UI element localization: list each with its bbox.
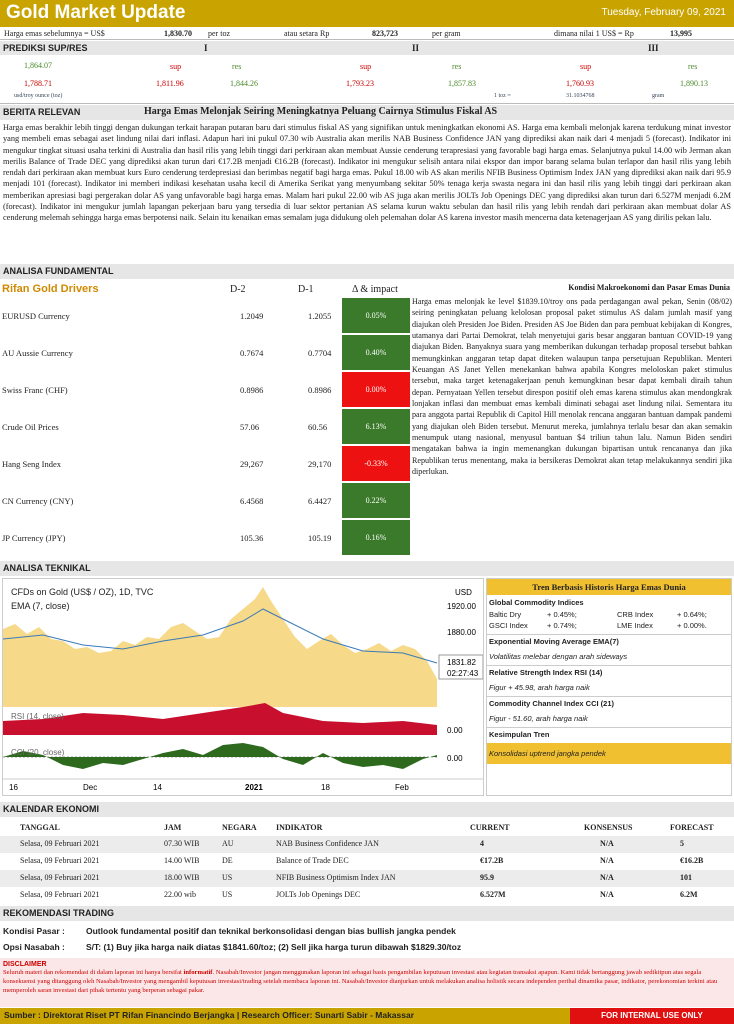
rekomendasi-header [0,906,734,921]
gci-name: GSCI Index [489,621,528,630]
sup-2: 1,793.23 [346,79,374,88]
driver-d2: 29,267 [240,459,264,469]
idr-unit: per gram [432,29,461,38]
kalender-cell: 101 [680,873,692,882]
driver-row [2,408,410,444]
chart-title: CFDs on Gold (US$ / OZ), 1D, TVC [11,587,154,597]
price-chart [2,578,484,796]
driver-name: Hang Seng Index [2,459,62,469]
rsi-label: RSI (14, close) [11,712,64,721]
berita-label: BERITA RELEVAN [3,107,81,117]
toz-unit: gram [652,93,665,99]
timer: 02:27:43 [447,669,479,678]
kalender-row [0,870,734,887]
footer [0,1008,734,1024]
kalender-cell: AU [222,839,234,848]
kalender-cell: NAB Business Confidence JAN [276,839,379,848]
kalender-col-header: NEGARA [222,823,257,832]
driver-d2: 57.06 [240,422,260,432]
y-tick-2: 1880.00 [447,628,476,637]
idr-label: atau setara Rp [284,29,330,38]
kalender-cell: N/A [600,890,614,899]
berita-body: Harga emas berakhir lebih tinggi dengan dukungan terkait harapan putaran baru dari stimulus fiskal AS yang signifikan untuk meningkatkan ekonomi AS. Harga ema kembali melonjak karena terdukung minat investor yang membeli emas sebagai aset lindung nilai dari inflasi. Adapun hari ini pukul 07.30 wib Australia akan merilis NAB Business Confidence JAN yang diprediksi akan naik dari 4 menjadi 5 (forecast). Indikator ini mengukur tingkat situasi usaha terkini di Australia dan hasil rilis yang lebih tinggi dari perkiraan akan membuat Aussie cenderung terapresiasi yang favorable bagi harga emas. Selanjutnya pukul 14.00 wib Jerman akan merilis Balance of Trade DEC yang diprediksi akan turun dari €17.2B menjadi €16.2B (forecast). Indikator ini mengukur selisih antara nilai ekspor dan impor barang selama bulan terlapor dan hasil rilis yang lebih rendah dari perkiraan akan membuat kurs Euro cenderung terdepresiasi dan berimbas negatif bagi harga emas. Pukul 18.00 wib AS akan merilis NFIB Business Optimism Index JAN yang diprediksi akan naik dari 95.9 menjadi 101 (forecast). Indikator ini memberi indikasi kesehatan usaha kecil di Amerika Serikat yang menyumbang sekitar 50% tenaga kerja swasta negara ini dan hasil rilis yang lebih tinggi dari perkiraan akan memberikan apresiasi bagi pergerakan dolar AS yang unfavorable bagi harga emas. Malam hari pukul 22.00 wib AS juga akan merilis JOLTs Job Openings DEC yang diprediksi akan turun dari 6.527M menjadi 6.2M (forecast). Indikator ini mengukur jumlah lapangan pekerjaan baru yang tersedia di luar sektor pertanian AS selama kurun waktu sebulan dan hasil rilis yang lebih rendah dari perkiraan akan membuat dolar AS cenderung melemah sehingga harga emas berpotensi naik. Selain itu kenaikan emas semalam juga didukung oleh pelemahan dolar AS karena investor masih mencerna data ketenagerjaan AS yang dirilis pekan lalu. [3,123,731,223]
rate-value: 13,995 [670,29,692,38]
berita-headline: Harga Emas Melonjak Seiring Meningkatnya Peluang Cairnya Stimulus Fiskal AS [144,106,498,117]
kalender-cell: €17.2B [480,856,504,865]
driver-name: AU Aussie Currency [2,348,73,358]
x-tick-2: Dec [83,783,98,792]
kesimpulan-title: Kesimpulan Tren [487,727,731,741]
gci-name: Baltic Dry [489,610,522,619]
res-2: 1,857.83 [448,79,476,88]
x-tick-3: 14 [153,783,162,792]
ema-text: Volatilitas melebar dengan arah sideways [489,652,628,661]
kalender-cell: Balance of Trade DEC [276,856,349,865]
pred-bottom: 1,788.71 [24,79,52,88]
driver-impact: 6.13% [342,409,410,444]
driver-d2: 6.4568 [240,496,264,506]
prev-price-label: Harga emas sebelumnya = US$ [4,29,105,38]
kalender-row [0,887,734,904]
ema-title: Exponential Moving Average EMA(7) [487,634,731,648]
driver-name: Swiss Franc (CHF) [2,385,68,395]
res-label-1: res [232,62,242,71]
cci-text: Figur - 51.60, arah harga naik [489,714,588,723]
rate-label: dimana nilai 1 US$ = Rp [554,29,634,38]
prev-price-idr: 823,723 [372,29,398,38]
tren-title: Tren Berbasis Historis Harga Emas Dunia [487,579,731,595]
kalender-col-header: JAM [164,823,182,832]
kalender-cell: 18.00 WIB [164,873,200,882]
rekomendasi-label: REKOMENDASI TRADING [3,908,115,918]
kalender-cell: Selasa, 09 Februari 2021 [20,839,100,848]
kalender-cell: Selasa, 09 Februari 2021 [20,856,100,865]
res-1: 1,844.26 [230,79,258,88]
disclaimer-bold: informatif [183,969,213,976]
driver-d2: 1.2049 [240,311,264,321]
col-impact: Δ & impact [352,284,398,295]
driver-d1: 0.7704 [308,348,332,358]
kalender-cell: €16.2B [680,856,704,865]
kalender-cell: 6.2M [680,890,698,899]
teknikal-label: ANALISA TEKNIKAL [3,563,91,573]
footer-source: Sumber : Direktorat Riset PT Rifan Financindo Berjangka | Research Officer: Sunarti Sabir - Makassar [4,1010,415,1020]
kalender-cell: US [222,890,233,899]
driver-row [2,371,410,407]
driver-d1: 0.8986 [308,385,332,395]
drivers-title: Rifan Gold Drivers [2,283,99,295]
chart-svg [3,579,483,795]
sup-label-3: sup [580,62,592,71]
prediksi-title: PREDIKSI SUP/RES [3,43,88,53]
kalender-col-header: INDIKATOR [276,823,323,832]
gci-val: + 0.64%; [677,610,707,619]
res-3: 1,890.13 [680,79,708,88]
prediksi-header [0,41,734,55]
col-d1: D-1 [298,284,314,295]
driver-impact: -0.33% [342,446,410,481]
driver-d1: 105.19 [308,533,332,543]
teknikal-header [0,561,734,576]
pred-unit: usd/troy ounce (toz) [14,93,63,99]
kalender-cell: 22.00 wib [164,890,196,899]
kalender-cell: 14.00 WIB [164,856,200,865]
gci-val: + 0.00%. [677,621,707,630]
kalender-cell: 4 [480,839,484,848]
driver-name: Crude Oil Prices [2,422,59,432]
kalender-col-header: CURRENT [470,823,510,832]
prev-price-unit: per toz [208,29,230,38]
kalender-col-header: KONSENSUS [584,823,633,832]
chart-ema: EMA (7, close) [11,601,70,611]
gci-val: + 0.45%; [547,610,577,619]
col-d2: D-2 [230,284,246,295]
kalender-cell: N/A [600,839,614,848]
rsi-text: Figur + 45.98, arah harga naik [489,683,590,692]
driver-row [2,519,410,555]
col-ii: II [412,43,420,53]
driver-impact: 0.40% [342,335,410,370]
driver-d1: 1.2055 [308,311,332,321]
kesimpulan-text: Konsolidasi uptrend jangka pendek [487,743,731,764]
zero-2: 0.00 [447,754,463,763]
disclaimer-title: DISCLAIMER [3,961,47,968]
driver-d2: 105.36 [240,533,264,543]
kalender-cell: 95.9 [480,873,494,882]
sup-label-1: sup [170,62,182,71]
kalender-label: KALENDAR EKONOMI [3,804,99,814]
gci-values [487,610,731,634]
fundamental-label: ANALISA FUNDAMENTAL [3,266,114,276]
kalender-cell: Selasa, 09 Februari 2021 [20,873,100,882]
drivers-table [2,283,410,561]
gci-name: LME Index [617,621,653,630]
opsi-nasabah-label: Opsi Nasabah : [3,942,65,952]
rekomendasi-body [0,924,734,956]
driver-name: EURUSD Currency [2,311,70,321]
kalender-col-header: TANGGAL [20,823,60,832]
kalender-row [0,836,734,853]
kalender-header [0,802,734,817]
kalender-cell: N/A [600,856,614,865]
y-tick-1: 1920.00 [447,602,476,611]
pred-top: 1,864.07 [24,61,52,70]
driver-row [2,297,410,333]
kalender-table [0,820,734,904]
cci-title: Commodity Channel Index CCI (21) [487,696,731,710]
driver-impact: 0.00% [342,372,410,407]
kondisi-pasar-text: Outlook fundamental positif dan teknikal berkonsolidasi dengan bias bullish jangka pendek [86,926,456,936]
kalender-cell: 07.30 WIB [164,839,200,848]
opsi-nasabah-text: S/T: (1) Buy jika harga naik diatas $1841.60/toz; (2) Sell jika harga turun dibawah $1829.30/toz [86,942,462,952]
disclaimer-part: . Nasabah/Investor jangan menggunakan laporan ini sebagai basis pengambilan keputusan investasi atau kegiatan transaksi apapun. Kami tidak bertanggung jawab sedikitpun atas segala konsekuensi yang ditanggung oleh Nasabah/Investor yang mengambil keputusan investasi/trading setelah membaca laporan ini. Nasabah/Investor dianjurkan untuk melakukan analisa holistik secara independen perihal dinamika pasar, indikator, perekonomian terkini atau memperoleh saran investasi dari pihak tertentu yang berperan sebagai pakar. [3,969,718,994]
report-date: Tuesday, February 09, 2021 [601,7,726,18]
last-price: 1831.82 [447,658,476,667]
kondisi-pasar-label: Kondisi Pasar : [3,926,65,936]
rsi-title: Relative Strength Index RSI (14) [487,665,731,679]
fundamental-header [0,264,734,279]
gci-val: + 0.74%; [547,621,577,630]
kondisi-body: Harga emas melonjak ke level $1839.10/troy ons pada perdagangan awal pekan, Senin (08/02) seiring peningkatan peluang kelolosan proposal paket stimulus AS dalam jumlah masif yang diajukan oleh Presiden Joe Biden. Presiden AS Joe Biden dan para pembuat kebijakan di Kongres, utamanya dari Partai Demokrat, telah menyetujui garis besar anggaran bantuan COVID-19 yang diajukan Biden. Banyaknya suara yang memberikan dukungan terhadap proposal tersebut bahkan memungkinkan anggaran tetap dapat diteken walaupun tanpa persetujuan Republikan. Menteri Keuangan AS Janet Yellen menekankan bahwa apabila Kongres meloloskan paket stimulus tersebut, maka target ketenagakerjaan penuh kemungkinan besar dapat kembali diraih tahun depan. Pernyataan Yellen tersebut direspon positif oleh emas karena stimulus akan mendongkrak lonjakan inflasi dan membuat emas kembali diminati sebagai aset lindung nilai. Sementara itu para anggota partai Republik di Capitol Hill menolak rencana anggaran bantuan dampak pandemi yang diajukan oleh Biden tersebut. Menurut mereka, jumlahnya terlalu besar dan akan semakin menumpuk utang nasional, menyusul bantuan $4 triliun tahun lalu. Namun Biden sendiri mengatakan bahwa ia ingin memenangkan dukungan bipartisan untuk rencananya dan jika Republikan terus menentang, maka ia bersikeras Demokrat akan tetap melakukannya sendiri jika diperlukan. [412,297,732,477]
driver-row [2,482,410,518]
cci-label: CCI (20, close) [11,748,65,757]
x-tick-6: Feb [395,783,409,792]
kalender-row [0,853,734,870]
driver-d1: 29,170 [308,459,332,469]
sup-1: 1,811.96 [156,79,184,88]
res-label-3: res [688,62,698,71]
zero-1: 0.00 [447,726,463,735]
chart-usd: USD [455,588,472,597]
kondisi-title: Kondisi Makroekonomi dan Pasar Emas Dunia [568,283,730,292]
kalender-cell: DE [222,856,233,865]
tren-panel [486,578,732,796]
kalender-cell: 5 [680,839,684,848]
x-tick-5: 18 [321,783,330,792]
kalender-cell: Selasa, 09 Februari 2021 [20,890,100,899]
driver-name: JP Currency (JPY) [2,533,66,543]
driver-d2: 0.8986 [240,385,264,395]
driver-impact: 0.22% [342,483,410,518]
kalender-cell: NFIB Business Optimism Index JAN [276,873,396,882]
toz-label: 1 toz = [494,93,511,99]
driver-name: CN Currency (CNY) [2,496,74,506]
price-line [0,27,734,40]
sup-3: 1,760.93 [566,79,594,88]
driver-row [2,334,410,370]
x-tick-1: 16 [9,783,18,792]
gci-name: CRB Index [617,610,654,619]
kalender-cell: 6.527M [480,890,506,899]
driver-impact: 0.05% [342,298,410,333]
kalender-cell: N/A [600,873,614,882]
disclaimer-text [3,968,731,995]
berita-header [0,105,734,120]
driver-d1: 60.56 [308,422,328,432]
kalender-col-header: FORECAST [670,823,714,832]
col-iii: III [648,43,659,53]
disclaimer-box [0,958,734,1007]
driver-row [2,445,410,481]
prev-price-usd: 1,830.70 [164,29,192,38]
internal-badge: FOR INTERNAL USE ONLY [570,1008,734,1024]
page-title: Gold Market Update [6,2,186,23]
x-tick-4: 2021 [245,783,263,792]
toz-value: 31.1034768 [566,93,595,99]
kalender-cell: US [222,873,233,882]
prediksi-body [0,56,734,104]
col-i: I [204,43,208,53]
kondisi-panel [412,283,732,561]
disclaimer-part: Seluruh materi dan rekomendasi di dalam laporan ini hanya bersifat [3,969,184,976]
kalender-cell: JOLTs Job Openings DEC [276,890,361,899]
header-bar [0,0,734,27]
driver-impact: 0.16% [342,520,410,555]
driver-d2: 0.7674 [240,348,264,358]
res-label-2: res [452,62,462,71]
driver-d1: 6.4427 [308,496,332,506]
sup-label-2: sup [360,62,372,71]
gci-title: Global Commodity Indices [489,598,584,607]
